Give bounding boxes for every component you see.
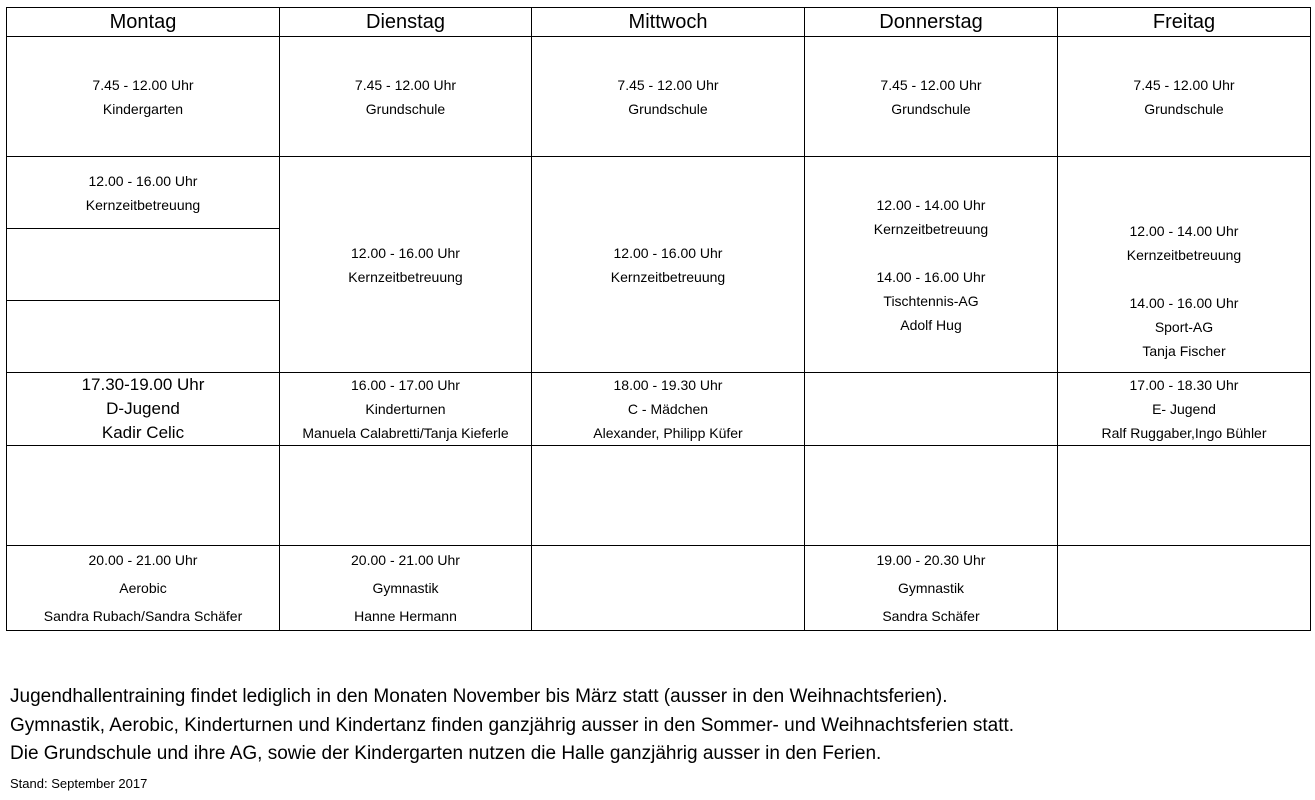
note-line: Gymnastik, Aerobic, Kinderturnen und Kindertanz finden ganzjährig ausser in den Sommer- und Weihnachtsferien statt. [10,714,1015,736]
cell-time: 12.00 - 14.00 Uhr [1129,222,1239,239]
cell-time: 17.00 - 18.30 Uhr [1129,377,1239,393]
cell-time: 14.00 - 16.00 Uhr [876,268,986,285]
cell-time: 14.00 - 16.00 Uhr [1129,294,1239,311]
cell-time: 18.00 - 19.30 Uhr [613,377,723,393]
cell-do-noon [805,157,1058,373]
cell-time: 19.00 - 20.30 Uhr [876,552,986,568]
note-line: Die Grundschule und ihre AG, sowie der Kindergarten nutzen die Halle ganzjährig ausser in den Ferien. [10,743,882,764]
cell-activity: Kernzeitbetreuung [1126,246,1242,263]
cell-activity: Kindergarten [102,100,184,117]
cell-mo-late [7,546,280,631]
cell-time: 12.00 - 16.00 Uhr [88,172,198,189]
cell-mo-morning [7,37,280,157]
schedule-table [6,7,1311,631]
table-row [7,546,1311,631]
cell-activity: Aerobic [119,580,167,596]
cell-time: 7.45 - 12.00 Uhr [617,76,719,93]
cell-di-morning [280,37,532,157]
stand-date: Stand: September 2017 [10,776,148,791]
note-line: Jugendhallentraining findet lediglich in den Monaten November bis März statt (ausser in den Weihnachtsferien). [10,686,948,707]
cell-time: 12.00 - 16.00 Uhr [351,244,460,261]
cell-person: Manuela Calabretti/Tanja Kieferle [302,425,509,441]
cell-activity: Kinderturnen [365,401,446,417]
cell-time: 7.45 - 12.00 Uhr [92,76,194,93]
cell-activity: Kernzeitbetreuung [873,220,989,237]
cell-person: Hanne Hermann [354,608,457,624]
cell-time: 20.00 - 21.00 Uhr [351,552,460,568]
notes-block [10,683,1014,769]
cell-time: 17.30-19.00 Uhr [81,375,205,394]
cell-person: Sandra Schäfer [882,608,980,624]
cell-activity: Sport-AG [1154,318,1214,335]
cell-mi-noon [532,157,805,373]
cell-activity: Grundschule [628,100,708,117]
cell-time: 12.00 - 14.00 Uhr [876,196,986,213]
cell-person: Alexander, Philipp Küfer [593,425,743,441]
cell-do-late [805,546,1058,631]
cell-activity: E- Jugend [1152,401,1216,417]
day-header-thursday: Donnerstag [805,8,1058,37]
cell-mo-evening [7,373,280,446]
cell-activity: C - Mädchen [627,401,709,417]
cell-time: 16.00 - 17.00 Uhr [351,377,460,393]
table-row [7,37,1311,157]
cell-fr-morning [1058,37,1311,157]
cell-fr-evening [1058,373,1311,446]
cell-person: Kadir Celic [101,423,185,442]
header-row [7,8,1311,37]
cell-activity: Gymnastik [897,580,965,596]
day-header-friday: Freitag [1058,8,1311,37]
cell-di-evening [280,373,532,446]
cell-mo-noon [7,157,280,229]
cell-mi-evening [532,373,805,446]
day-header-monday: Montag [7,8,280,37]
cell-di-late [280,546,532,631]
cell-time: 7.45 - 12.00 Uhr [1133,76,1235,93]
table-row [7,157,1311,229]
cell-person: Sandra Rubach/Sandra Schäfer [43,608,243,624]
cell-fr-late [1058,546,1311,631]
cell-time: 7.45 - 12.00 Uhr [880,76,982,93]
day-header-tuesday: Dienstag [280,8,532,37]
cell-activity: Kernzeitbetreuung [610,268,726,285]
cell-activity: Grundschule [365,100,446,117]
cell-time: 20.00 - 21.00 Uhr [88,552,198,568]
cell-mi-morning [532,37,805,157]
cell-person: Adolf Hug [900,316,962,333]
cell-mo-empty [7,229,280,301]
cell-fr-noon [1058,157,1311,373]
cell-activity: Tischtennis-AG [883,292,979,309]
cell-person: Ralf Ruggaber,Ingo Bühler [1101,425,1267,441]
cell-activity: Kernzeitbetreuung [348,268,463,285]
cell-time: 7.45 - 12.00 Uhr [354,76,457,93]
cell-activity: Kernzeitbetreuung [85,196,201,213]
cell-activity: Grundschule [1144,100,1224,117]
cell-do-evening [805,373,1058,446]
cell-person: Tanja Fischer [1142,342,1226,359]
table-row [7,446,1311,546]
table-row [7,373,1311,446]
cell-activity: Grundschule [891,100,971,117]
cell-activity: D-Jugend [106,399,180,418]
cell-time: 12.00 - 16.00 Uhr [613,244,723,261]
cell-activity: Gymnastik [372,580,439,596]
cell-mi-late [532,546,805,631]
cell-mo-empty [7,301,280,373]
cell-do-morning [805,37,1058,157]
day-header-wednesday: Mittwoch [532,8,805,37]
cell-di-noon [280,157,532,373]
